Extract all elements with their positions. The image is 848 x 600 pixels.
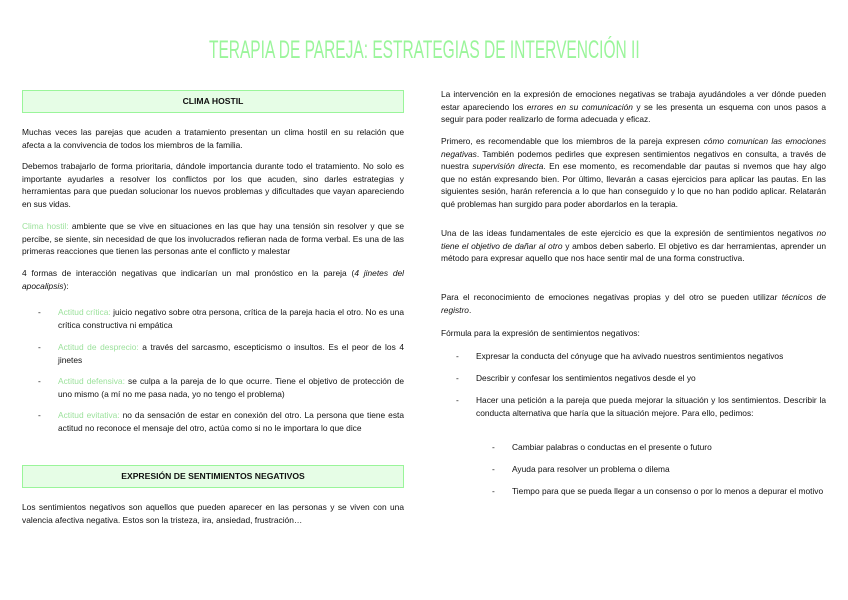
text: . También podemos pedirles que expresen sentimientos negativos en consulta, a través de nuestra xyxy=(441,148,826,172)
bullet-dash: - xyxy=(456,351,459,361)
text: Tiempo para que se pueda llegar a un consenso o por lo menos a depurar el motivo xyxy=(512,486,824,496)
section-header-clima-hostil: CLIMA HOSTIL xyxy=(22,90,404,113)
bullet-dash: - xyxy=(456,395,459,405)
paragraph: Fórmula para la expresión de sentimientos negativos: xyxy=(441,328,640,338)
definition: ambiente que se vive en situaciones en las que hay una tensión sin resolver y que se percibe, se siente, sin necesidad de que los involucrados refieran nada de forma verbal. Es una de las primeras reacciones que tienen las personas ante el conflicto y malestar xyxy=(22,221,405,257)
sub-list-item xyxy=(492,463,826,476)
paragraph-4-formas xyxy=(22,267,404,292)
bullet-dash: - xyxy=(456,373,459,383)
list-item xyxy=(38,306,404,331)
text: Para el reconocimiento de emociones negativas propias y del otro se pueden utilizar xyxy=(441,292,782,302)
paragraph: Debemos trabajarlo de forma prioritaria, dándole importancia durante todo el tratamiento. No solo es importante ayudarles a resolver los conflictos por los que acuden, sino darles estrategias y herramientas para que puedan solucionar los nuevos problemas y dificultades que vayan apareciendo en sus vidas. xyxy=(22,161,404,209)
bullet-dash: - xyxy=(492,442,495,452)
list-item xyxy=(38,341,404,366)
paragraph: Los sentimientos negativos son aquellos que pueden aparecer en las personas y se viven con una valencia afectiva negativa. Estos son la tristeza, ira, ansiedad, frustración… xyxy=(22,502,404,525)
title-text: TERAPIA DE PAREJA: ESTRATEGIAS DE INTERVENCIÓN II xyxy=(208,36,640,64)
definition: no da sensación de estar en conexión del otro. La persona que tiene esta actitud no reconoce el mensaje del otro, actúa como si no le importara lo que dice xyxy=(58,410,404,433)
list-item xyxy=(38,375,404,400)
bullet-dash: - xyxy=(38,307,41,317)
paragraph xyxy=(441,291,826,316)
definition: se culpa a la pareja de lo que ocurre. Tiene el objetivo de protección de uno mismo (a mí no me pasa nada, yo no tengo el problema) xyxy=(58,376,404,399)
definition: juicio negativo sobre otra persona, crítica de la pareja hacia el otro. No es una crítica constructiva ni empática xyxy=(58,307,404,330)
text: La intervención en la expresión de emociones negativas se trabaja ayudándoles a ver dónde pueden estar apareciendo los xyxy=(441,89,826,112)
term: Actitud defensiva: xyxy=(58,376,125,386)
text: y ambos deben saberlo. El objetivo es dar herramientas, aprender un método para expresar aquello que nos hace sentir mal de una forma constructiva. xyxy=(441,240,826,264)
text: ): xyxy=(63,280,69,291)
text: Una de las ideas fundamentales de este ejercicio es que la expresión de sentimientos negativos xyxy=(441,228,817,238)
text: . En ese momento, es recomendable dar pautas si nvemos que hay algo que no están expresando bien. Por último, llevarán a casas ejercicios para aplicar las pautas. En las siguientes sesión, harán referencia a lo que han conseguido y lo que no han podido aplicar. Relatarán qué problemas han surgido para poder abordarlos en la terapia. xyxy=(441,161,827,209)
bullet-dash: - xyxy=(38,342,41,352)
bullet-dash: - xyxy=(492,464,495,474)
page-title xyxy=(0,36,848,65)
term: Actitud de desprecio: xyxy=(58,342,139,352)
paragraph xyxy=(441,135,826,211)
italic-text: supervisión directa xyxy=(472,161,544,172)
italic-text: no tiene el objetivo de dañar al otro xyxy=(441,228,826,251)
italic-text: cómo comunican las emociones negativas xyxy=(441,136,827,159)
italic-text: 4 jinetes del apocalipsis xyxy=(22,268,405,291)
list-item xyxy=(456,350,826,363)
text: Primero, es recomendable que los miembros de la pareja expresen xyxy=(441,136,704,146)
italic-text: errores en su comunicación xyxy=(526,101,633,112)
paragraph: Muchas veces las parejas que acuden a tratamiento presentan un clima hostil en su relación que afecta a la convivencia de todos los miembros de la familia. xyxy=(22,127,404,150)
term: Actitud crítica: xyxy=(58,307,111,317)
sub-list-item xyxy=(492,485,826,498)
paragraph xyxy=(441,88,826,126)
bullet-dash: - xyxy=(492,486,495,496)
text: Cambiar palabras o conductas en el presente o futuro xyxy=(512,442,712,452)
section-header-expresion: EXPRESIÓN DE SENTIMIENTOS NEGATIVOS xyxy=(22,465,404,488)
text: 4 formas de interacción negativas que indicarían un mal pronóstico en la pareja ( xyxy=(22,268,355,278)
text: Ayuda para resolver un problema o dilema xyxy=(512,464,670,474)
paragraph-clima-hostil-definition xyxy=(22,220,404,258)
bullet-dash: - xyxy=(38,376,41,386)
list-item xyxy=(38,409,404,434)
text: y se les presenta un esquema con unos pasos a seguir para poder realizarlo de forma adecuada y eficaz. xyxy=(441,101,826,125)
text: Hacer una petición a la pareja que pueda mejorar la situación y los sentimientos. Describir la conducta alternativa que haría que la situación mejore. Para ello, pedimos: xyxy=(476,395,826,418)
bullet-dash: - xyxy=(38,410,41,420)
term: Clima hostil: xyxy=(22,221,69,231)
sub-list-item xyxy=(492,441,826,454)
paragraph xyxy=(441,227,826,265)
list-item xyxy=(456,372,826,385)
list-item xyxy=(456,394,826,419)
text: . xyxy=(468,304,472,315)
term: Actitud evitativa: xyxy=(58,410,120,420)
definition: a través del sarcasmo, escepticismo o insultos. Es el peor de los 4 jinetes xyxy=(58,342,404,365)
italic-text: técnicos de registro xyxy=(441,292,826,315)
text: Expresar la conducta del cónyuge que ha avivado nuestros sentimientos negativos xyxy=(476,351,784,361)
text: Describir y confesar los sentimientos negativos desde el yo xyxy=(476,373,696,383)
